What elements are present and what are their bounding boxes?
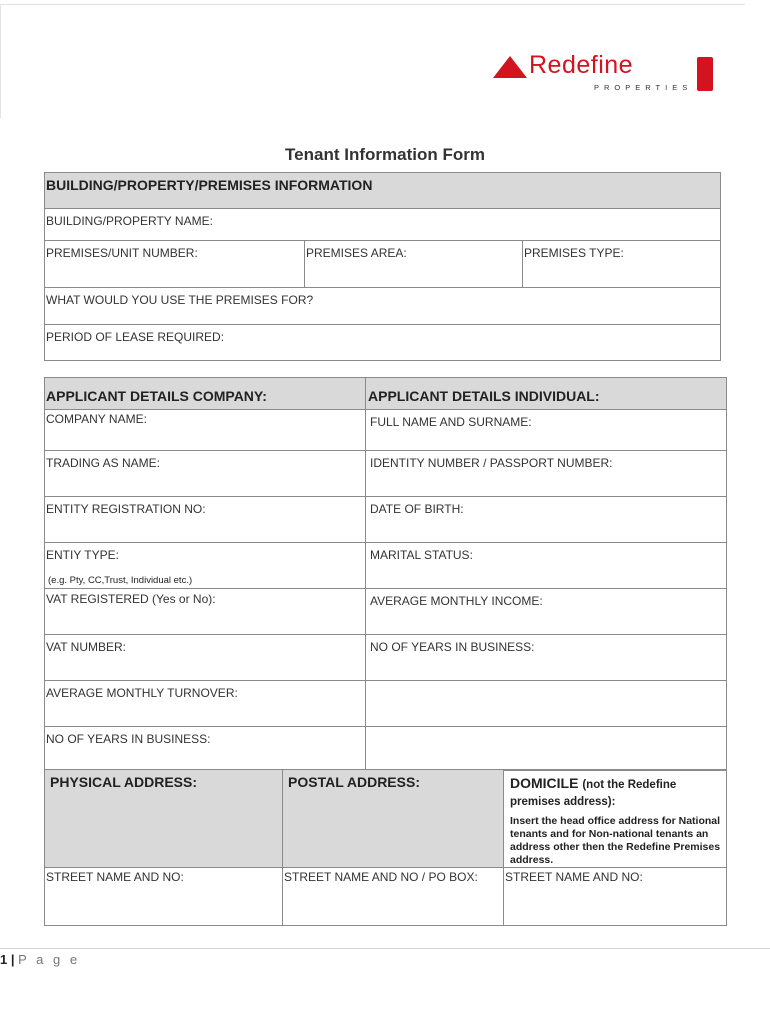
years-in-business-individual-field[interactable] [366, 635, 727, 681]
vat-registered-field[interactable] [45, 589, 366, 635]
redefine-logo [493, 51, 693, 94]
vat-number-field[interactable] [45, 635, 366, 681]
premises-type-field[interactable] [523, 241, 721, 288]
section-heading: APPLICANT DETAILS COMPANY: [46, 388, 267, 404]
field-label: PERIOD OF LEASE REQUIRED: [46, 330, 225, 344]
empty-cell [366, 681, 727, 727]
physical-address-header [45, 770, 283, 868]
page-word: P a g e [18, 952, 81, 967]
building-section-header [45, 173, 721, 209]
marital-status-field[interactable] [366, 543, 727, 589]
unit-number-field[interactable] [45, 241, 305, 288]
field-label: STREET NAME AND NO / PO BOX: [284, 870, 478, 884]
company-name-field[interactable] [45, 410, 366, 451]
domicile-title: DOMICILE [510, 775, 579, 791]
full-name-field[interactable] [366, 410, 727, 451]
entity-type-field[interactable] [45, 543, 366, 589]
logo-triangle-icon [493, 56, 527, 78]
field-label: TRADING AS NAME: [46, 456, 161, 470]
years-in-business-company-field[interactable] [45, 727, 366, 771]
logo-wordmark: Redefine [529, 51, 634, 79]
domicile-street-field[interactable] [504, 868, 727, 926]
field-label: VAT NUMBER: [46, 640, 127, 654]
building-info-table [44, 172, 721, 361]
field-label: DATE OF BIRTH: [370, 502, 464, 516]
company-header [45, 378, 366, 410]
page-number: 1 [0, 952, 8, 967]
field-label: WHAT WOULD YOU USE THE PREMISES FOR? [46, 293, 314, 307]
field-label: PREMISES AREA: [306, 246, 407, 260]
domicile-instructions: Insert the head office address for National tenants and for Non-national tenants an address other then the Redefine Premises address. [510, 815, 721, 866]
property-name-field[interactable] [45, 209, 721, 241]
field-label: MARITAL STATUS: [370, 548, 473, 562]
field-label: IDENTITY NUMBER / PASSPORT NUMBER: [370, 456, 613, 470]
entity-registration-field[interactable] [45, 497, 366, 543]
field-label: AVERAGE MONTHLY TURNOVER: [46, 686, 238, 700]
field-label: AVERAGE MONTHLY INCOME: [370, 594, 543, 608]
section-heading: APPLICANT DETAILS INDIVIDUAL: [368, 388, 600, 404]
field-label: BUILDING/PROPERTY NAME: [46, 214, 213, 228]
average-income-field[interactable] [366, 589, 727, 635]
logo-subtext: PROPERTIES [594, 83, 693, 92]
page-edge [0, 4, 1, 118]
domicile-header [504, 770, 727, 868]
field-label: PREMISES/UNIT NUMBER: [46, 246, 198, 260]
page-footer [0, 952, 80, 967]
date-of-birth-field[interactable] [366, 497, 727, 543]
section-heading: PHYSICAL ADDRESS: [50, 774, 198, 790]
individual-header [366, 378, 727, 410]
field-label: ENTIY TYPE: [46, 548, 119, 562]
trading-name-field[interactable] [45, 451, 366, 497]
id-number-field[interactable] [366, 451, 727, 497]
postal-address-header [283, 770, 504, 868]
field-label: COMPANY NAME: [46, 412, 147, 426]
applicant-details-table [44, 377, 727, 771]
average-turnover-field[interactable] [45, 681, 366, 727]
field-label: NO OF YEARS IN BUSINESS: [370, 640, 535, 654]
empty-cell [366, 727, 727, 771]
premises-use-field[interactable] [45, 288, 721, 325]
footer-separator: | [10, 952, 15, 967]
field-label: STREET NAME AND NO: [46, 870, 184, 884]
lease-period-field[interactable] [45, 325, 721, 361]
field-label: STREET NAME AND NO: [505, 870, 643, 884]
premises-area-field[interactable] [305, 241, 523, 288]
address-table [44, 769, 727, 926]
form-title: Tenant Information Form [285, 145, 485, 164]
field-label: NO OF YEARS IN BUSINESS: [46, 732, 211, 746]
brand-bar-icon [697, 57, 713, 91]
domicile-heading [504, 770, 726, 810]
entity-type-hint: (e.g. Pty, CC,Trust, Individual etc.) [48, 575, 193, 586]
page-edge [0, 4, 745, 5]
field-label: FULL NAME AND SURNAME: [370, 415, 532, 429]
postal-street-field[interactable] [283, 868, 504, 926]
footer-divider [0, 948, 770, 949]
field-label: PREMISES TYPE: [524, 246, 624, 260]
physical-street-field[interactable] [45, 868, 283, 926]
field-label: VAT REGISTERED (Yes or No): [46, 592, 216, 606]
domicile-subtitle: (not the Redefine premises address): [510, 779, 677, 808]
section-heading: POSTAL ADDRESS: [288, 774, 420, 790]
field-label: ENTITY REGISTRATION NO: [46, 502, 206, 516]
section-heading: BUILDING/PROPERTY/PREMISES INFORMATION [46, 177, 373, 193]
